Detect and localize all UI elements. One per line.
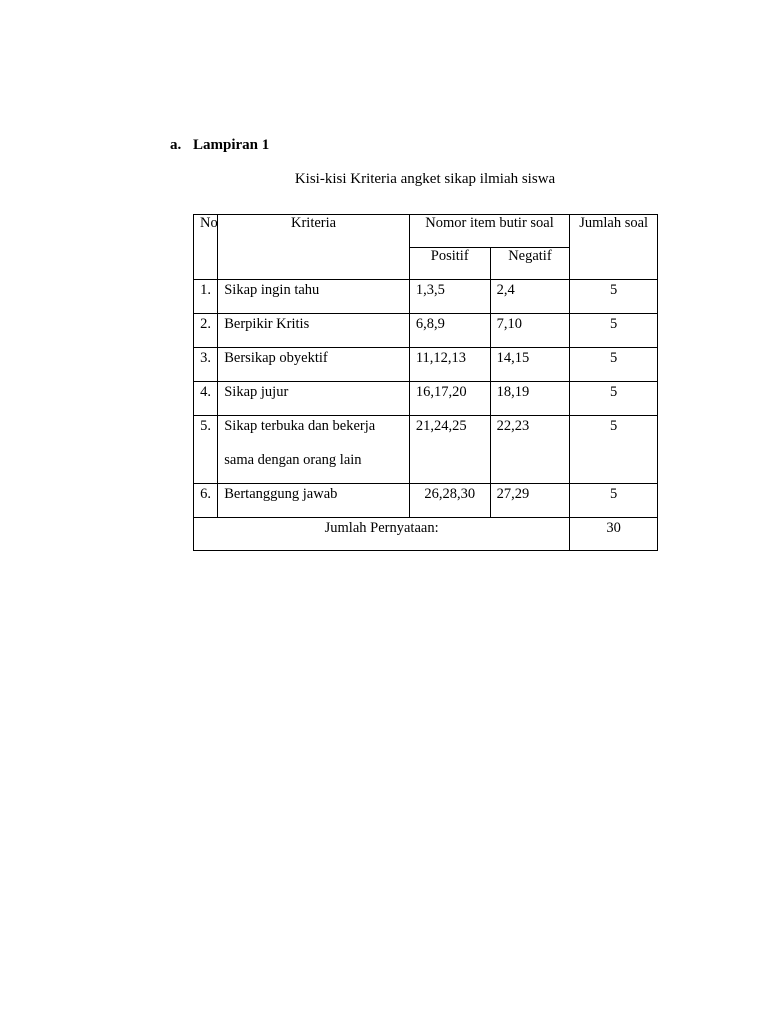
row-no: 3. xyxy=(194,348,218,382)
row-jumlah: 5 xyxy=(570,416,658,484)
header-no: No xyxy=(194,215,218,280)
table-row xyxy=(194,416,658,484)
row-negatif: 2,4 xyxy=(490,280,570,314)
heading-number: a. xyxy=(170,137,182,153)
row-jumlah: 5 xyxy=(570,484,658,518)
row-kriteria-line-2: sama dengan orang lain xyxy=(224,452,362,468)
row-kriteria: Sikap ingin tahu xyxy=(218,280,410,314)
heading-title: Lampiran 1 xyxy=(193,137,270,153)
header-jumlah-soal: Jumlah soal xyxy=(570,215,658,280)
row-negatif: 27,29 xyxy=(490,484,570,518)
table-row xyxy=(194,382,658,416)
row-kriteria: Sikap jujur xyxy=(218,382,410,416)
row-positif: 21,24,25 xyxy=(409,416,490,484)
row-jumlah: 5 xyxy=(570,280,658,314)
table-row xyxy=(194,348,658,382)
row-kriteria xyxy=(218,416,410,484)
header-kriteria: Kriteria xyxy=(218,215,410,280)
footer-total: 30 xyxy=(570,518,658,551)
row-kriteria: Bertanggung jawab xyxy=(218,484,410,518)
table-row xyxy=(194,314,658,348)
row-kriteria: Bersikap obyektif xyxy=(218,348,410,382)
header-row xyxy=(194,215,658,248)
row-positif: 1,3,5 xyxy=(409,280,490,314)
appendix-heading xyxy=(170,137,269,154)
row-kriteria: Berpikir Kritis xyxy=(218,314,410,348)
row-positif: 26,28,30 xyxy=(409,484,490,518)
header-negatif: Negatif xyxy=(490,248,570,280)
table-row xyxy=(194,280,658,314)
row-negatif: 14,15 xyxy=(490,348,570,382)
row-jumlah: 5 xyxy=(570,348,658,382)
footer-label: Jumlah Pernyataan: xyxy=(194,518,570,551)
row-positif: 6,8,9 xyxy=(409,314,490,348)
row-no: 2. xyxy=(194,314,218,348)
row-no: 6. xyxy=(194,484,218,518)
row-no: 5. xyxy=(194,416,218,484)
footer-row xyxy=(194,518,658,551)
table-row xyxy=(194,484,658,518)
row-jumlah: 5 xyxy=(570,382,658,416)
row-negatif: 18,19 xyxy=(490,382,570,416)
header-nomor-item: Nomor item butir soal xyxy=(409,215,569,248)
criteria-table xyxy=(193,214,658,551)
row-positif: 16,17,20 xyxy=(409,382,490,416)
row-no: 4. xyxy=(194,382,218,416)
header-positif: Positif xyxy=(409,248,490,280)
row-jumlah: 5 xyxy=(570,314,658,348)
row-negatif: 7,10 xyxy=(490,314,570,348)
row-kriteria-line-1: Sikap terbuka dan bekerja xyxy=(224,418,376,434)
table-caption: Kisi-kisi Kriteria angket sikap ilmiah siswa xyxy=(294,171,556,187)
row-negatif: 22,23 xyxy=(490,416,570,484)
row-no: 1. xyxy=(194,280,218,314)
row-positif: 11,12,13 xyxy=(409,348,490,382)
